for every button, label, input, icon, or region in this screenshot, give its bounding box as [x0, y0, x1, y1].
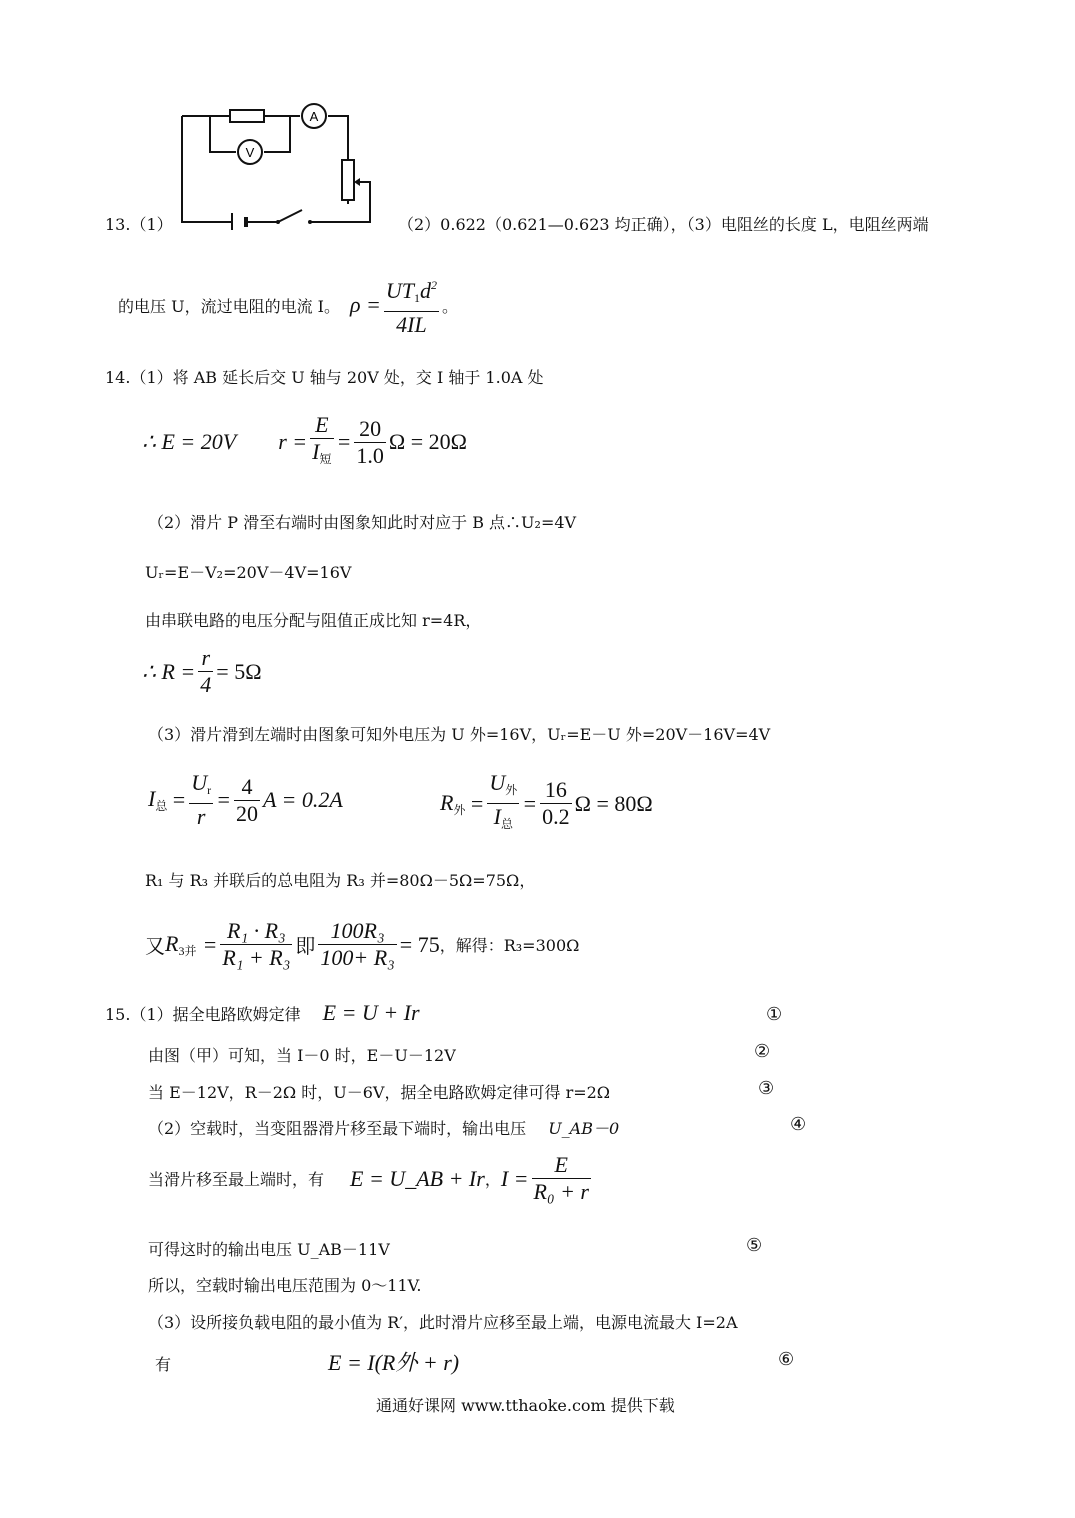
footer-text: 通通好课网 www.tthaoke.com 提供下载 [376, 1396, 675, 1415]
q14-eq3: $I_总$ = $\frac{U_r}{r}$ = $\frac{4}{20}$ A = 0.2A [148, 770, 343, 829]
q15-line2: 由图（甲）可知，当 I－0 时，E－U－12V [148, 1046, 456, 1065]
rho-lhs: ρ = [349, 292, 381, 317]
q14-eq1: ∴ E = 20V r = $\frac{E}{I_短}$ = $\frac{20}{1.0}$ Ω = 20Ω [142, 412, 467, 468]
circle-6: ⑥ [778, 1349, 795, 1370]
q14-ratio: 由串联电路的电压分配与阻值正成比知 r=4R， [145, 611, 482, 630]
q15-line9: 有 [155, 1355, 172, 1374]
ammeter-letter: A [309, 109, 319, 124]
q15-line8: （3）设所接负载电阻的最小值为 R′，此时滑片应移至最上端，电源电流最大 I=2A [148, 1313, 738, 1332]
battery-symbol [232, 213, 246, 230]
q15-line5: 当滑片移至最上端时，有 E = U_AB + Ir ， I = $\frac{E}{\text{R₀ + r}}$ [148, 1152, 589, 1204]
circuit-diagram [170, 100, 385, 230]
q14-part2: （2）滑片 P 滑至右端时由图象知此时对应于 B 点∴U₂=4V [148, 513, 577, 532]
rho-fraction: $\frac{UT_1d^2}{4IL}$ [384, 272, 439, 338]
voltmeter-letter: V [245, 145, 255, 160]
q15-line7: 所以，空载时输出电压范围为 0～11V. [148, 1276, 422, 1295]
q14-part1: 14.（1）将 AB 延长后交 U 轴与 20V 处，交 I 轴于 1.0A 处 [105, 368, 544, 387]
q15-line4: （2）空载时，当变阻器滑片移至最下端时，输出电压 U_AB－0 [148, 1119, 620, 1138]
circle-3: ③ [758, 1078, 775, 1099]
circle-4: ④ [790, 1114, 807, 1135]
q14-part3: （3）滑片滑到左端时由图象可知外电压为 U 外=16V，Uᵣ=E－U 外=20V－16V=4V [148, 725, 771, 744]
q13-line2: 的电压 U，流过电阻的电流 I。 [118, 296, 340, 316]
q15-line3: 当 E－12V，R－2Ω 时，U－6V，据全电路欧姆定律可得 r=2Ω [148, 1083, 611, 1102]
q13-line1: （2）0.622（0.621—0.623 均正确），（3）电阻丝的长度 L，电阻丝两端 [398, 215, 929, 234]
q15-eq6: E = I(R外 + r) [328, 1350, 460, 1375]
q13-label: 13.（1） [105, 215, 173, 234]
circle-1: ① [766, 1004, 783, 1025]
resistor-symbol [230, 110, 264, 122]
q15-line6: 可得这时的输出电压 U_AB－11V [148, 1240, 390, 1259]
q14-eq4: $R_外$ = $\frac{U_外}{I_总}$ = $\frac{16}{0.2}$ Ω = 80Ω [440, 770, 653, 831]
circle-5: ⑤ [746, 1235, 763, 1256]
q15-part1: 15.（1）据全电路欧姆定律 E = U + Ir [105, 1000, 420, 1025]
q14-parallel: R₁ 与 R₃ 并联后的总电阻为 R₃ 并=80Ω－5Ω=75Ω， [145, 871, 536, 890]
rheostat-symbol [342, 160, 354, 200]
circle-2: ② [754, 1041, 771, 1062]
rho-end: 。 [442, 296, 459, 316]
q14-eq5: 又 $R_{3并}$ = $\frac{\text{R₁ · R₃}}{\text{R₁ + R₃}}$ 即 $\frac{\text{100R₃}}{\text{100+ R₃}}$ = 75 ，解得：R₃=300Ω [145, 918, 580, 970]
q14-eq2: ∴ R = $\frac{r}{4}$ = 5Ω [142, 645, 262, 697]
q14-ur: Uᵣ=E－V₂=20V－4V=16V [145, 563, 352, 582]
